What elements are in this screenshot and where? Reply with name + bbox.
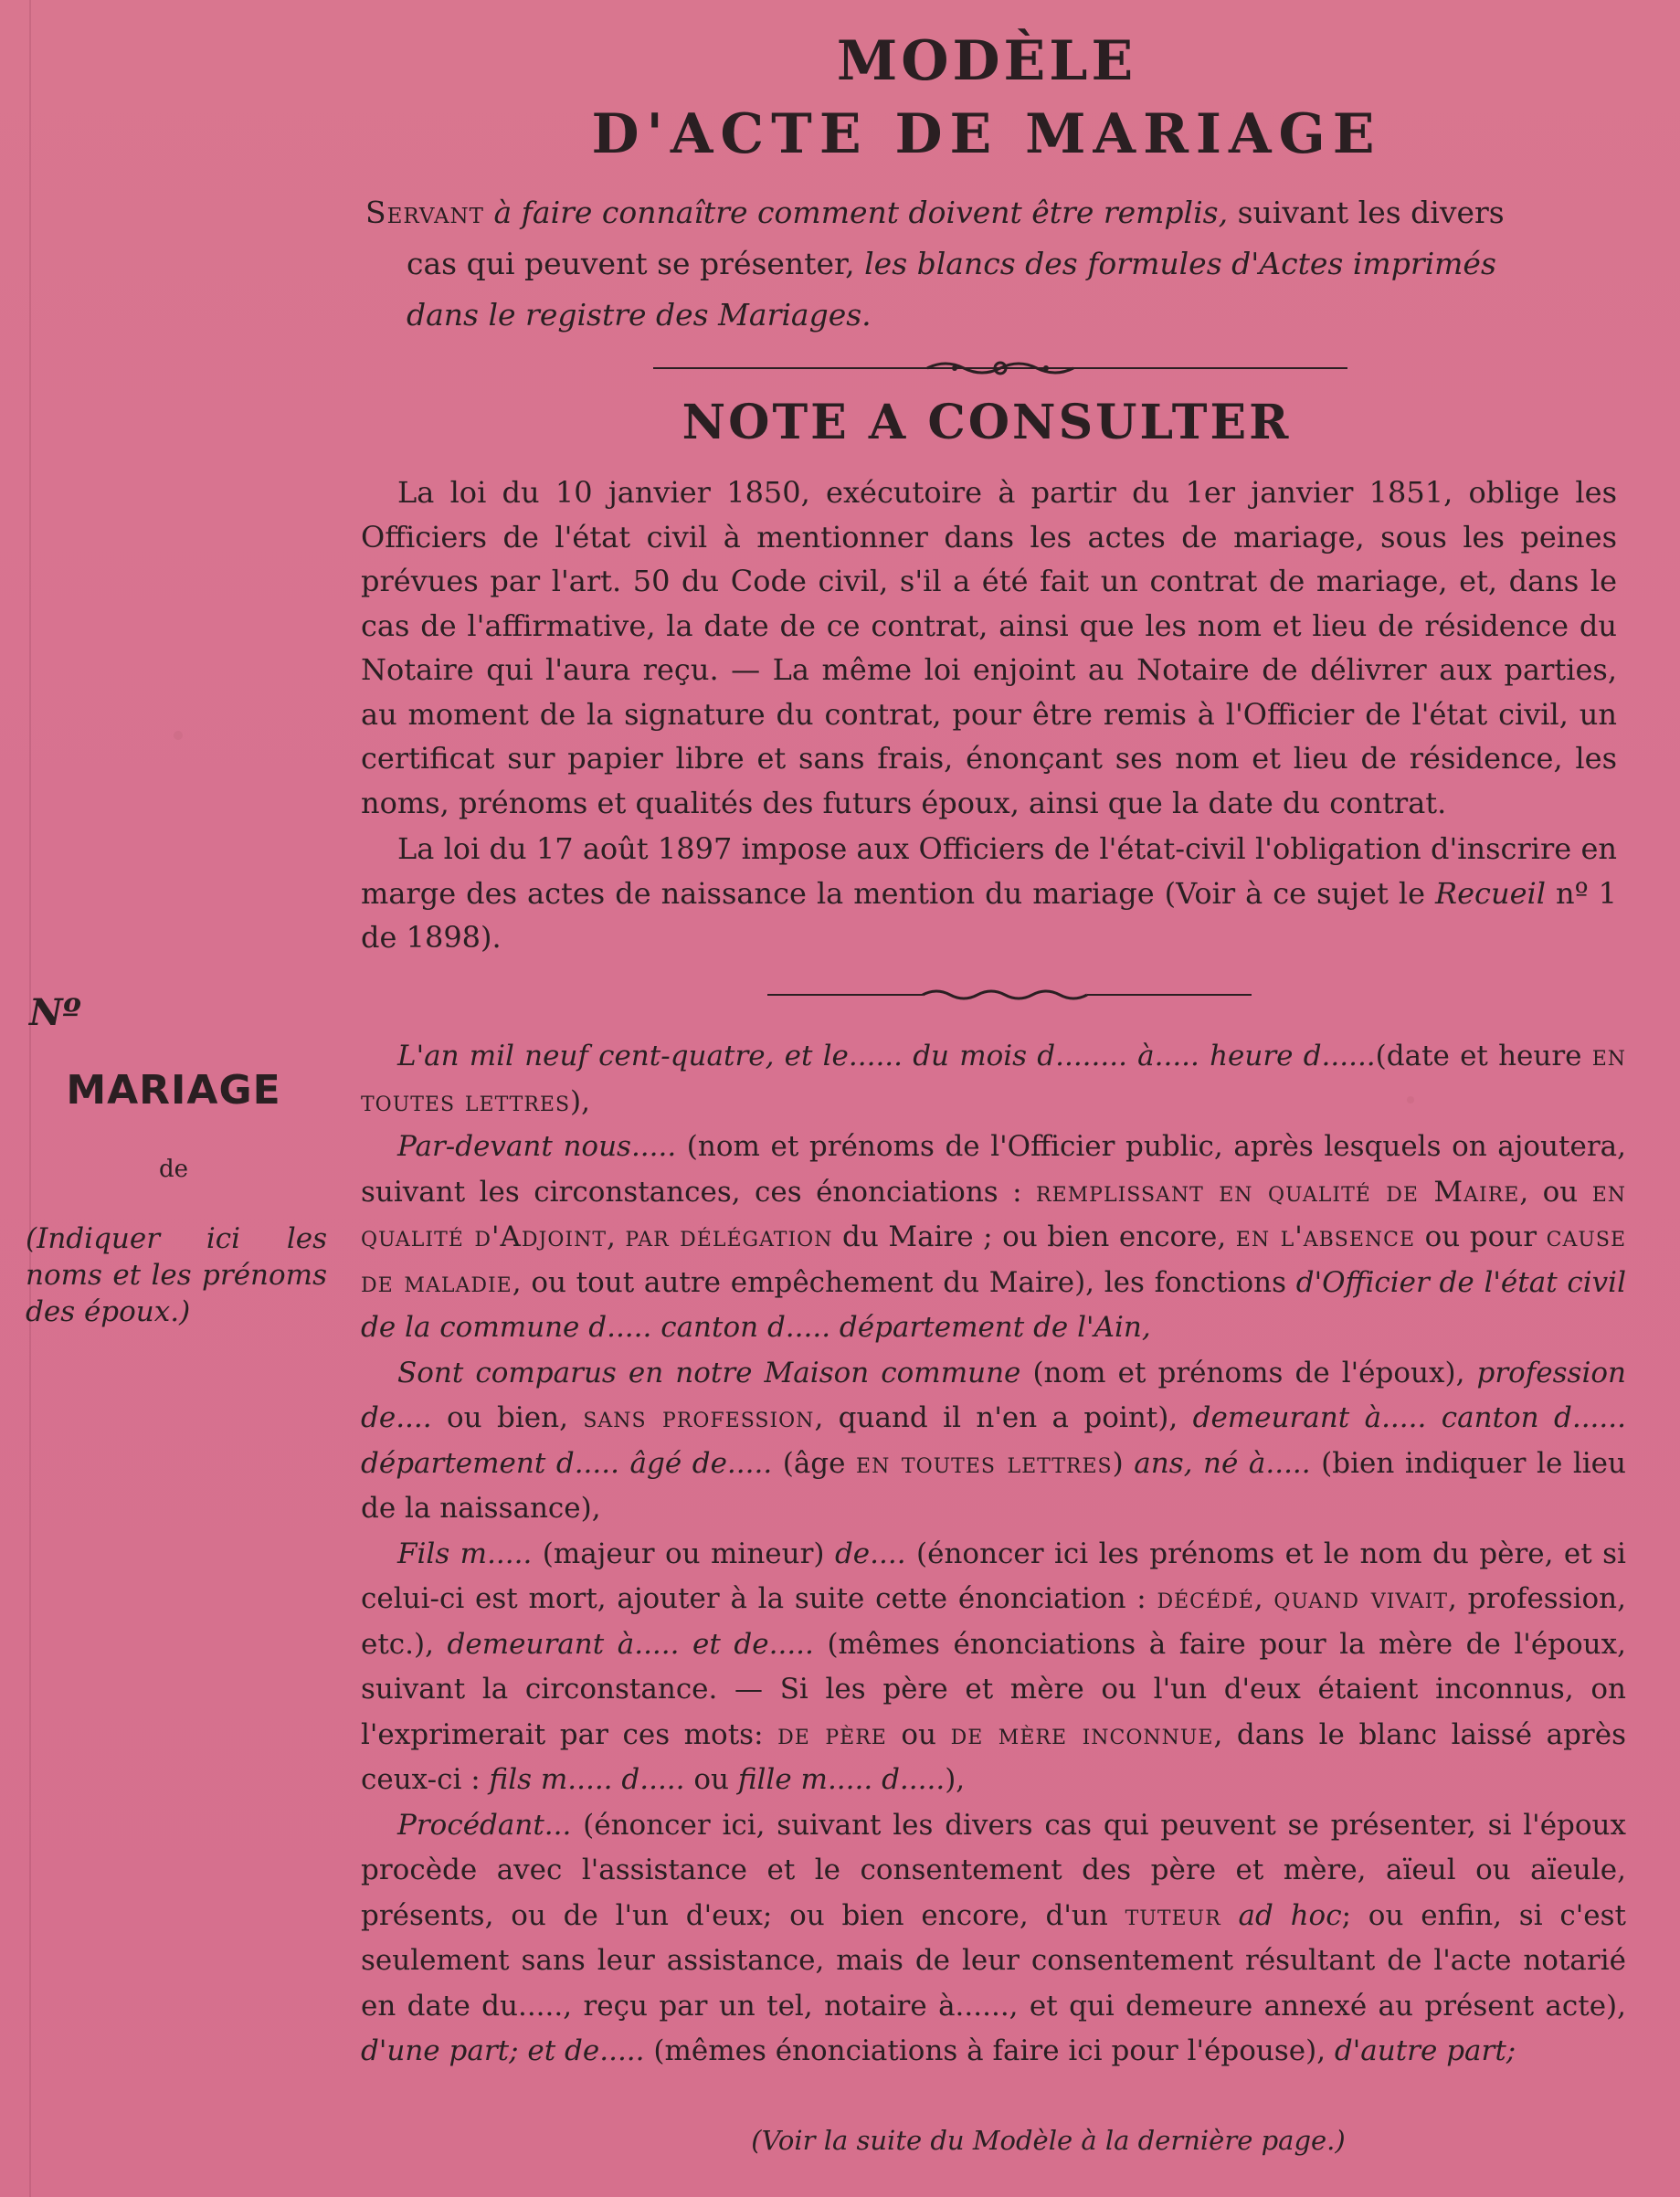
intro-line-1-text: à faire connaître comment doivent être remplis, (484, 195, 1238, 230)
m-p3j: ) (1112, 1446, 1135, 1480)
intro-line-1 (365, 187, 1608, 238)
m-p2i: en l'absence (1235, 1220, 1416, 1253)
m-p5e: ad hoc (1238, 1898, 1342, 1932)
intro-line-2 (365, 238, 1608, 290)
note-body (361, 470, 1617, 960)
m-p5a: Procédant... (397, 1808, 572, 1842)
m-p2g: par délégation (625, 1220, 833, 1253)
m-p5g: d'une part; et de..... (361, 2034, 645, 2067)
m-p4q: fille m..... d..... (737, 1763, 946, 1796)
m-p4l: ou (886, 1717, 951, 1751)
intro-line-2-b: les blancs des formules d'Actes imprimés (864, 246, 1496, 281)
model-act-body (361, 1034, 1626, 2075)
m-p2b: (nom et prénoms de l'Officier public, après lesquels on ajoutera, suivant les circonstances, ces énonciations : (361, 1130, 1626, 1209)
m-p4i: demeurant à..... et de..... (447, 1627, 814, 1661)
intro-servant: Servant (365, 195, 485, 230)
m-p5i: d'autre part; (1334, 2034, 1516, 2067)
page-edge-line (29, 0, 31, 2197)
model-paragraph-1 (361, 1034, 1626, 1125)
footer-note: (Voir la suite du Modèle à la dernière page.) (751, 2125, 1346, 2156)
m-p1c: en toutes lettres (361, 1040, 1627, 1118)
m-p2a: Par-devant nous..... (397, 1130, 677, 1163)
intro-line-3: dans le registre des Mariages. (407, 297, 872, 333)
m-p4e: décédé (1157, 1582, 1254, 1615)
model-paragraph-4 (361, 1532, 1626, 1803)
m-p4f: , (1253, 1582, 1274, 1615)
m-p4c: de.... (834, 1537, 906, 1570)
m-p3k: ans, né à..... (1134, 1446, 1311, 1480)
m-p4h: , profession, etc.), (361, 1582, 1627, 1661)
m-p4r: ), (945, 1763, 966, 1796)
m-p2k: cause de maladie (361, 1220, 1627, 1299)
m-p4m: de mère inconnue (950, 1717, 1214, 1751)
m-p3c: profession de.... (361, 1356, 1626, 1434)
m-p2j: ou pour (1415, 1220, 1547, 1253)
intro-paragraph (365, 187, 1608, 341)
m-p5b: (énoncer ici, suivant les divers cas qui peuvent se présenter, si l'époux procède avec l'assistance et le consentement des père et mère, aïeul ou aïeule, présents, ou de l'un d'eux; ou bien encore, d'un (361, 1808, 1626, 1932)
note-p2-c: nº 1 de 1898). (361, 875, 1618, 955)
model-paragraph-5 (361, 1803, 1626, 2075)
note-paragraph-1: La loi du 10 janvier 1850, exécutoire à partir du 1er janvier 1851, oblige les Officiers de l'état civil à mentionner dans les actes de mariage, sous les peines prévues par l'art. 50 du Code civil, s'il a été fait un contrat de mariage, et, dans le cas de l'affirmative, la date de ce contrat, ainsi que les nom et lieu de résidence du Notaire qui l'aura reçu. — La même loi enjoint au Notaire de délivrer aux parties, au moment de la signature du contrat, pour être remis à l'Officier de l'état civil, un certificat sur papier libre et sans frais, énonçant ses nom et lieu de résidence, les noms, prénoms et qualités des futurs époux, ainsi que la date du contrat. (361, 475, 1617, 820)
note-p2-a: La loi du 17 août 1897 impose aux Officiers de l'état-civil l'obligation d'inscrire en marge des actes de naissance la mention du mariage (Voir à ce sujet le (361, 831, 1617, 911)
intro-line-1-end: suivant les divers (1237, 195, 1505, 230)
m-p3h: (âge (772, 1446, 857, 1480)
model-paragraph-3 (361, 1351, 1626, 1532)
m-p1d: ), (570, 1084, 590, 1118)
m-p4n: , dans le blanc laissé après ceux-ci : (361, 1717, 1626, 1796)
m-p4a: Fils m..... (397, 1537, 533, 1570)
m-p4k: de père (777, 1717, 887, 1751)
m-p4j: (mêmes énonciations à faire pour la mère de l'époux, suivant la circonstance. — Si les père et mère ou l'un d'eux étaient inconnus, on l'exprimerait par ces mots: (361, 1627, 1626, 1751)
title-line-2: D'ACTE DE MARIAGE (591, 102, 1382, 166)
sidebar-mariage-heading: MARIAGE (66, 1067, 281, 1114)
m-p4o: fils m..... d..... (489, 1763, 694, 1796)
title-line-1: MODÈLE (836, 29, 1137, 93)
m-p3l: (bien indiquer le lieu de la naissance), (361, 1446, 1626, 1525)
m-p5c: tuteur (1125, 1898, 1221, 1932)
m-p2c: remplissant en qualité de Maire (1036, 1175, 1520, 1209)
m-p5f: ; ou enfin, si c'est seulement sans leur assistance, mais de leur consentement résultant de l'acte notarié en date du....., reçu par un tel, notaire à......, et qui demeure annexé au présent acte), (361, 1898, 1627, 2023)
sidebar-instruction: (Indiquer ici les noms et les prénoms des époux.) (26, 1222, 327, 1328)
note-p2-recueil: Recueil (1435, 875, 1546, 911)
m-p3d: ou bien, (431, 1401, 584, 1434)
m-p2l: , ou tout autre empêchement du Maire), les fonctions (512, 1265, 1296, 1299)
m-p3g: demeurant à..... canton d...... département d..... âgé de..... (361, 1401, 1626, 1480)
m-p4d: (énoncer ici les prénoms et le nom du père, et si celui-ci est mort, ajouter à la suite cette énonciation : (361, 1537, 1626, 1615)
sidebar-de: de (158, 1156, 189, 1183)
m-p2d: , ou (1519, 1175, 1592, 1209)
m-p4p: ou (693, 1763, 738, 1796)
m-p3f: , quand il n'en a point), (814, 1401, 1193, 1434)
m-p4g: quand vivait (1273, 1582, 1449, 1615)
m-p2h: du Maire ; ou bien encore, (832, 1220, 1236, 1253)
sidebar-number-label: Nº (29, 991, 81, 1034)
m-p3e: sans profession (583, 1401, 815, 1434)
m-p5h: (mêmes énonciations à faire ici pour l'épouse), (644, 2034, 1335, 2067)
note-title: NOTE A CONSULTER (682, 395, 1292, 450)
m-p4b: (majeur ou mineur) (532, 1537, 835, 1570)
m-p3i: en toutes lettres (856, 1446, 1113, 1480)
ornamental-divider-2 (767, 985, 1252, 1005)
note-paragraph-2 (361, 827, 1617, 960)
model-paragraph-2 (361, 1125, 1626, 1351)
m-p1a: L'an mil neuf cent-quatre, et le...... du mois d........ à..... heure d...... (397, 1040, 1376, 1072)
m-p3a: Sont comparus en notre Maison commune (397, 1356, 1021, 1389)
m-p2m: d'Officier de l'état civil de la commune d..... canton d..... département de l'Ain, (361, 1265, 1626, 1344)
m-p2e: en qualité d'Adjoint (361, 1175, 1626, 1253)
m-p3b: (nom et prénoms de l'époux), (1020, 1356, 1477, 1389)
ornamental-divider (653, 358, 1347, 378)
intro-line-2-a: cas qui peuvent se présenter, (407, 246, 865, 281)
m-p1b: (date et heure (1375, 1040, 1592, 1072)
paper-speck (174, 731, 183, 740)
m-p5d (1221, 1899, 1239, 1932)
m-p2f: , (607, 1220, 626, 1253)
